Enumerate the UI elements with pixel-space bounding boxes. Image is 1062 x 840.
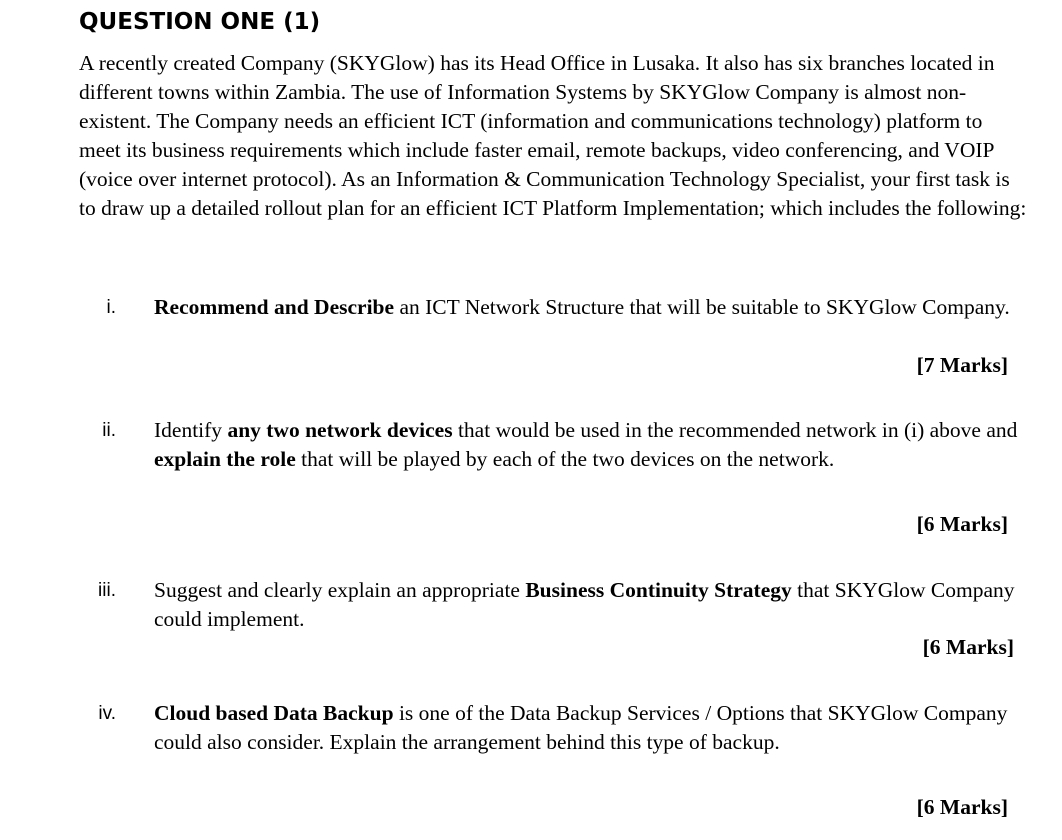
item-text (154, 293, 1034, 322)
item-marks: [6 Marks] (922, 635, 1014, 659)
item-numeral: i. (106, 297, 116, 318)
item-numeral: ii. (102, 420, 116, 441)
item-text-part: that SKYGlow Company could implement. (154, 578, 1015, 631)
item-marks: [6 Marks] (916, 512, 1008, 536)
question-heading: QUESTION ONE (1) (79, 9, 321, 35)
item-marks: [6 Marks] (916, 795, 1008, 819)
item-text-part: that would be used in the recommended network in (i) above and (452, 418, 1018, 442)
item-text-part: Suggest and clearly explain an appropriate (154, 578, 526, 602)
item-bold-phrase: Business Continuity Strategy (525, 578, 792, 602)
item-text (154, 416, 1034, 474)
item-bold-phrase: Recommend and Describe (154, 295, 395, 319)
item-numeral: iii. (98, 580, 116, 601)
item-text (154, 699, 1034, 757)
item-text-part: Identify (154, 418, 228, 442)
item-bold-phrase: explain the role (154, 447, 296, 471)
item-marks: [7 Marks] (916, 353, 1008, 377)
question-intro: A recently created Company (SKYGlow) has its Head Office in Lusaka. It also has six branches located in different towns within Zambia. The use of Information Systems by SKYGlow Company is almost non-existent. The Company needs an efficient ICT (information and communications technology) platform to meet its business requirements which include faster email, remote backups, video conferencing, and VOIP (voice over internet protocol). As an Information & Communication Technology Specialist, your first task is to draw up a detailed rollout plan for an efficient ICT Platform Implementation; which includes the following: (79, 51, 1027, 220)
item-text-part: that will be played by each of the two devices on the network. (295, 447, 835, 471)
item-text-part: is one of the Data Backup Services / Options that SKYGlow Company could also consider. Explain the arrangement behind this type of backup. (154, 701, 1008, 754)
item-text (154, 576, 1034, 634)
item-bold-phrase: Cloud based Data Backup (154, 701, 394, 725)
item-numeral: iv. (98, 703, 116, 724)
item-text-part: an ICT Network Structure that will be suitable to SKYGlow Company. (394, 295, 1010, 319)
item-bold-phrase: any two network devices (227, 418, 453, 442)
